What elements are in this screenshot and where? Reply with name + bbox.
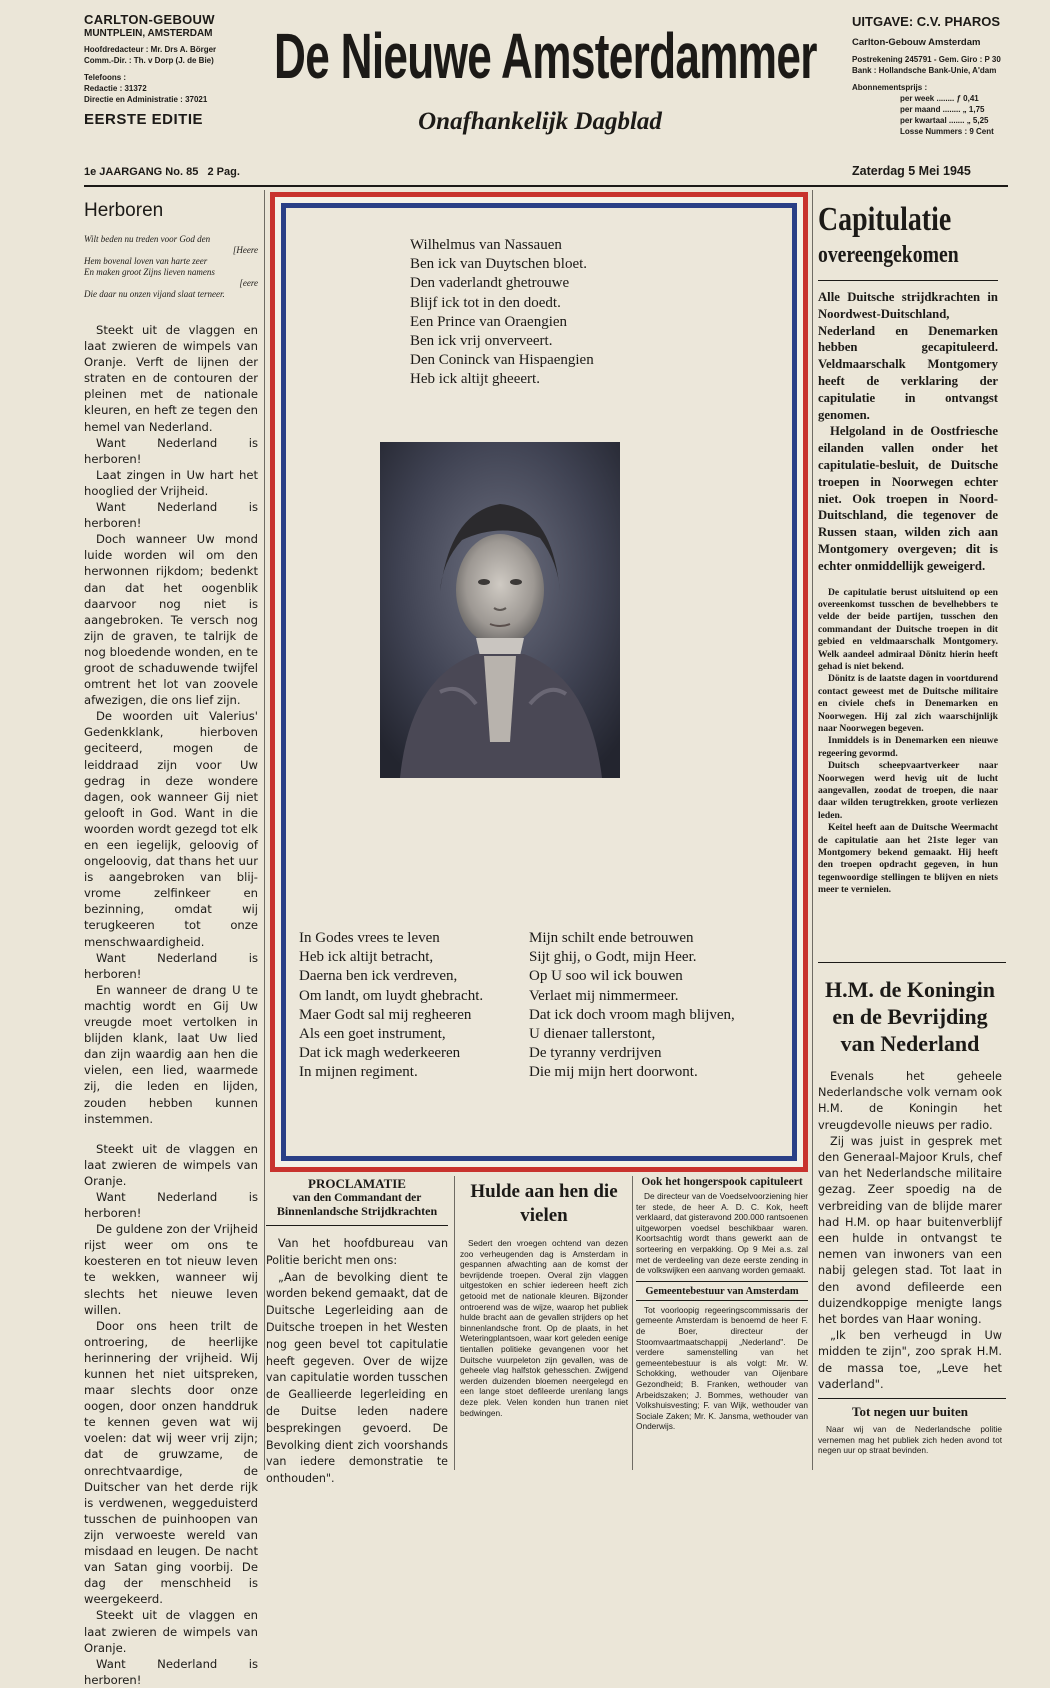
paragraph: Want Nederland is herboren! xyxy=(84,1656,258,1687)
epigraph-line: [Heere xyxy=(232,245,258,255)
hongerspook-body: De directeur van de Voedselvoorziening hier ter stede, de heer A. D. C. Kok, heeft verklaard, dat gisteravond 200.000 rantsoenen uitgeworpen voedsel beschikbaar waren. Koortsachtig wordt thans gewerkt aan de sorteering en verpakking. Op 9 Mei a.s. zal met de verdeeling van deze eerste zending in de volkswijken een aanvang worden gemaakt. xyxy=(636,1191,808,1276)
poem-line: Heb ick altijt gheeert. xyxy=(410,371,540,388)
price-quarter: per kwartaal ....... „ 5,25 xyxy=(900,116,989,125)
publisher-address: Carlton-Gebouw Amsterdam xyxy=(852,37,981,48)
masthead-title-wrap xyxy=(274,16,817,100)
koningin-title: H.M. de Koningin en de Bevrijding van Nederland xyxy=(825,977,995,1056)
paragraph: Want Nederland is herboren! xyxy=(84,435,258,466)
poem-line: Maer Godt sal mij regheeren xyxy=(299,1006,472,1023)
proclamatie-body xyxy=(266,1236,448,1488)
capitulatie-subtitle: overeengekomen xyxy=(818,242,959,268)
paragraph: Steekt uit de vlaggen en laat zwieren de wimpels van Oranje. xyxy=(84,1141,258,1188)
single-issue-price: Losse Nummers : 9 Cent xyxy=(900,127,994,136)
paragraph: Steekt uit de vlaggen en laat zwieren de wimpels van Oranje. xyxy=(84,1608,258,1655)
poem-line: Ben ick vrij onverveert. xyxy=(410,333,553,350)
poem-line: Wilhelmus van Nassauen xyxy=(410,237,562,253)
newspaper-title: De Nieuwe Amsterdammer xyxy=(274,20,817,92)
portrait-photo xyxy=(380,442,620,778)
edition-label: EERSTE EDITIE xyxy=(84,111,204,128)
poem-line: Ben ick van Duytschen bloet. xyxy=(410,256,588,273)
proclamatie-subtitle-2: Binnenlandsche Strijdkrachten xyxy=(276,1204,438,1218)
paragraph: Want Nederland is herboren! xyxy=(84,500,258,531)
negen-uur-body: Naar wij van de Nederlandsche politie vernemen mag het publiek zich heden avond tot negen uur op straat bevinden. xyxy=(818,1424,1002,1456)
epigraph-line: [eere xyxy=(239,278,258,288)
epigraph-line: Wilt beden nu treden voor God den xyxy=(84,234,211,244)
section-rule xyxy=(818,962,1006,963)
paragraph: Van het hoofdbureau van Politie bericht men ons: xyxy=(266,1237,448,1267)
poem-line: Als een goet instrument, xyxy=(299,1026,446,1043)
prices-label: Abonnementsprijs : xyxy=(852,83,928,92)
redactie-phone: Redactie : 31372 xyxy=(84,84,147,93)
phones-label: Telefoons : xyxy=(84,73,127,82)
poem-line: Dat ick magh wederkeeren xyxy=(299,1045,461,1062)
poem-line: Den vaderlandt ghetrouwe xyxy=(410,275,570,292)
issue-number: 1e JAARGANG No. 85 2 Pag. xyxy=(84,166,240,178)
hongerspook-title: Ook het hongerspook capituleert xyxy=(641,1176,803,1188)
paragraph: Doch wanneer Uw mond luide worden wil om den herwonnen rijkdom; bedenkt dan dat het oogenblik daarvoor nog niet is aangebroken. Te versch nog zijn de graven, te talrijk de nog bloedende wonden, en te groot de schaduwende twijfel omtrent het lot van zoovele afwezigen, die ons lief zijn. xyxy=(84,532,258,708)
headline-rule xyxy=(818,280,998,281)
hulde-title: Hulde aan hen die vielen xyxy=(470,1181,618,1226)
price-week: per week ........ ƒ 0,41 xyxy=(900,94,979,103)
paragraph: De woorden uit Valerius' Gedenkklank, hierboven geciteerd, mogen de leiddraad zijn voor Uw gedrag in deze wondere dagen, ook wanneer Gij niet gelooft in God. Want in die woorden wordt gezegd tot elk en een iegelijk, geloovig of ongeloovig, dat thans het uur is aangebroken van blij-vrome zelfinkeer en bezinning, omdat wij terugkeeren tot onze menschwaardigheid. xyxy=(84,709,258,949)
paragraph: Zij was juist in gesprek met den Generaal-Majoor Kruls, chef van het Nederlandsche militaire gezag. Zeer spoedig na de verbreiding van de blijde marer had H.M. op haar buitenverblijf een hulde in ontvangst te nemen van inwoners van een nabij gelegen stad. Tot laat in den avond defileerde een duizendkoppige menigte langs het bordes van Haar woning. xyxy=(818,1134,1002,1327)
column-divider xyxy=(454,1176,455,1470)
herboren-epigraph xyxy=(84,234,258,300)
paragraph: Door ons heen trilt de ontroering, de heerlijke herinnering der vrijheid. Wij kunnen het niet uitspreken, maar slechts door onze oogen, door onzen handdruk te kennen geven wat wij voelen: dat wij weer vrij zijn; dat de gruwzame, de onrechtvaardige, de Duitscher van het derde rijk is verdwenen, weggeduisterd tusschen de puinhoopen van zijn verwoeste wereld van misdaad en leugen. De nacht van Satan ging voorbij. De dag der menschheid is weergekeerd. xyxy=(84,1318,258,1607)
proclamatie-title: PROCLAMATIE xyxy=(308,1176,406,1191)
giro-line: Postrekening 245791 - Gem. Giro : P 30 xyxy=(852,55,1001,64)
issue-date: Zaterdag 5 Mei 1945 xyxy=(852,164,971,178)
negen-uur-title: Tot negen uur buiten xyxy=(852,1404,968,1419)
poem-line: De tyranny verdrijven xyxy=(529,1045,662,1062)
paragraph: Inmiddels is in Denemarken een nieuwe regeering gevormd. xyxy=(818,735,998,759)
wilhelmus-stanza-1 xyxy=(410,236,670,390)
address-line1: CARLTON-GEBOUW xyxy=(84,12,215,27)
capitulatie-lead-2: Helgoland in de Oostfriesche eilanden vallen onder het capitulatie-besluit, de Duitsche troepen in Noorwegen echter niet. Ook troepen in Noord-Duitschland, die tegenover de Russen staan, wilden zich aan Montgomery overgeven; dit is echter onmiddellijk geweigerd. xyxy=(818,424,998,573)
hongerspook-article xyxy=(636,1176,808,1432)
paragraph: De capitulatie berust uitsluitend op een overeenkomst tusschen de bevelhebbers te velde der beide partijen, tusschen den commandant der Duitsche troepen in dit gebied en veldmaarschalk Montgomery. Welk aandeel admiraal Dönitz hierin heeft gehad is niet bekend. xyxy=(818,586,998,672)
editor-line: Hoofdredacteur : Mr. Drs A. Börger xyxy=(84,45,217,54)
poem-line: Die mij mijn hert doorwont. xyxy=(529,1064,698,1081)
poem-line: Blijf ick tot in den doedt. xyxy=(410,294,561,311)
capitulatie-lead: Alle Duitsche strijdkrachten in Noordwest-Duitschland, Nederland en Denemarken hebben gecapituleerd. Veldmaarschalk Montgomery heeft de verklaring der capitulatie in ontvangst genomen. xyxy=(818,290,998,422)
masthead-rule xyxy=(84,185,1008,187)
section-rule xyxy=(636,1281,808,1282)
newspaper-subtitle: Onafhankelijk Dagblad xyxy=(418,108,662,135)
paragraph: Duitsch scheepvaartverkeer naar Noorwegen werd hevig uit de lucht aangevallen, zoodat de troepen, die naar daar wilden terugtrekken, groote verliezen leden. xyxy=(818,760,998,821)
paragraph: En wanneer de drang U te machtig wordt en Gij Uw vreugde moet vertolken in blijden klank, laat Uw lied dan zijn waardig aan hen die vielen, een lied, waarmede zij, die leden en lijden, zouden hebben kunnen instemmen. xyxy=(84,982,258,1126)
herboren-article xyxy=(84,200,258,1688)
column-divider xyxy=(264,190,265,1470)
hulde-article xyxy=(460,1176,628,1418)
paragraph: Dönitz is de laatste dagen in voortdurend contact geweest met de Duitsche militaire en civiele chefs in Denemarken en Noorwegen. Hij zal zich waarschijnlijk naar Noorwegen begeven. xyxy=(818,673,998,735)
paragraph: „Ik ben verheugd in Uw midden te zijn", zoo sprak H.M. de massa toe, „Leve het vaderland". xyxy=(818,1329,1002,1391)
herboren-body xyxy=(84,322,258,1688)
wilhelmus-stanza-3 xyxy=(529,929,779,1083)
epigraph-line: Die daar nu onzen vijand slaat terneer. xyxy=(84,289,225,299)
poem-line: Den Coninck van Hispaengien xyxy=(410,352,594,369)
poem-line: Heb ick altijt betracht, xyxy=(299,949,434,966)
poem-line: In mijnen regiment. xyxy=(299,1064,418,1081)
koningin-article xyxy=(818,976,1002,1393)
directie-phone: Directie en Administratie : 37021 xyxy=(84,95,208,104)
column-divider xyxy=(812,190,813,1470)
poem-line: Dat ick doch vroom magh blijven, xyxy=(529,1006,735,1023)
koningin-body xyxy=(818,1069,1002,1393)
publisher: UITGAVE: C.V. PHAROS xyxy=(852,14,1001,29)
paragraph: „Aan de bevolking dient te worden bekend gemaakt, dat de Duitsche Legerleiding aan de Duitsche troepen in het Westen nog geen bevel tot capitulatie heeft gegeven. Over de wijze van capitulatie worden tusschen de Geallieerde legerleiding en de Duitse leden nadere besprekingen gevoerd. De Bevolking dient zich voorshands van iedere demonstratie te onthouden". xyxy=(266,1270,448,1486)
wilhelmus-stanza-2 xyxy=(299,929,521,1083)
paragraph: Steekt uit de vlaggen en laat zwieren de wimpels van Oranje. Verft de lijnen der straten en de contouren der pleinen met de nationale kleuren, en heft ze tegen den hemel van Nederland. xyxy=(84,323,258,434)
gemeentebestuur-title: Gemeentebestuur van Amsterdam xyxy=(645,1285,799,1297)
poem-line: Om landt, om luydt ghebracht. xyxy=(299,987,484,1004)
proclamatie-subtitle-1: van den Commandant der xyxy=(292,1192,422,1204)
capitulatie-title: Capitulatie xyxy=(818,201,952,238)
paragraph: Laat zingen in Uw hart het hooglied der Vrijheid. xyxy=(84,467,258,498)
poem-line: Sijt ghij, o Godt, mijn Heer. xyxy=(529,949,697,966)
poem-line: Op U soo wil ick bouwen xyxy=(529,968,683,985)
paragraph: Keitel heeft aan de Duitsche Weermacht de capitulatie aan het 21ste leger van Montgomery bekend gemaakt. Hij heeft den troepen opdracht gegeven, in hun tegenwoordige stellingen te blijven en niets meer te vernielen. xyxy=(818,822,998,896)
poem-line: U dienaer tallerstont, xyxy=(529,1026,656,1043)
herboren-title: Herboren xyxy=(84,200,164,221)
section-rule xyxy=(818,1398,1006,1399)
bank-line: Bank : Hollandsche Bank-Unie, A'dam xyxy=(852,66,997,75)
address-line2: MUNTPLEIN, AMSTERDAM xyxy=(84,28,213,39)
masthead-left xyxy=(84,12,254,128)
price-month: per maand ........ „ 1,75 xyxy=(900,105,985,114)
poem-line: Mijn schilt ende betrouwen xyxy=(529,930,694,946)
headline-rule xyxy=(266,1225,448,1226)
paragraph: De guldene zon der Vrijheid rijst weer om ons te koesteren en tot nieuw leven te wekken, wanneer wij slechts het nieuwe leven willen. xyxy=(84,1222,258,1317)
comm-dir-line: Comm.-Dir. : Th. v Dorp (J. de Bie) xyxy=(84,56,214,65)
masthead-right xyxy=(852,14,1012,137)
poem-line: Daerna ben ick verdreven, xyxy=(299,968,458,985)
capitulatie-article xyxy=(818,200,998,897)
proclamatie-article xyxy=(266,1176,448,1488)
paragraph: Evenals het geheele Nederlandsche volk vernam ook H.M. de Koningin het vreugdevolle nieuws per radio. xyxy=(818,1070,1002,1132)
portrait-of-queen-wilhelmina xyxy=(380,442,620,778)
capitulatie-body xyxy=(818,587,998,897)
poem-line: Verlaet mij nimmermeer. xyxy=(529,987,679,1004)
poem-line: In Godes vrees te leven xyxy=(299,930,440,946)
poem-line: Een Prince van Oraengien xyxy=(410,313,568,330)
epigraph-line: Hem bovenal loven van harte zeer xyxy=(84,256,208,266)
hulde-body: Sedert den vroegen ochtend van dezen zoo verheugenden dag is Amsterdam in gespannen afwachting aan de komst der bevrijdende troepen. Overal zijn vlaggen uitgestoken en schier iedereen heeft zich getooid met de nationale kleuren. Bijzonder ontroerend was de wijze, waarop het publiek hulde bracht aan de gevallen strijders op het binnenlandsche front. Op de plaats, in het Weteringplantsoen, waar kort geleden eenige tientallen politieke gevangenen voor het Duitsche vuurpeleton zijn gevallen, was de geheele vlag halfstok gehesschen. Zwijgend werden duizenden bloemen neergelegd en een lange stoet defileerde urenlang langs deze plek. Velen konden hun tranen niet bedwingen. xyxy=(460,1238,628,1418)
gemeentebestuur-body: Tot voorloopig regeeringscommissaris der gemeente Amsterdam is benoemd de heer F. de Boer, directeur der Stoomvaartmaatschappij „Nederland". De verdere samenstelling van het gemeentebestuur is als volgt: Mr. W. Schokking, wethouder van Oijenbare Gezondheid; B. Franken, wethouder van Arbeidszaken; J. Bommes, wethouder van Volkshuisvesting; F. van Wijk, wethouder van Sociale Zaken; Mr. K. Jansma, wethouder van Onderwijs. xyxy=(636,1304,808,1432)
column-divider xyxy=(632,1176,633,1470)
headline-rule xyxy=(636,1300,808,1301)
epigraph-line: En maken groot Zijns lieven namens xyxy=(84,267,215,277)
negen-uur-article xyxy=(818,1404,1002,1456)
paragraph: Want Nederland is herboren! xyxy=(84,1189,258,1221)
paragraph: Want Nederland is herboren! xyxy=(84,950,258,981)
